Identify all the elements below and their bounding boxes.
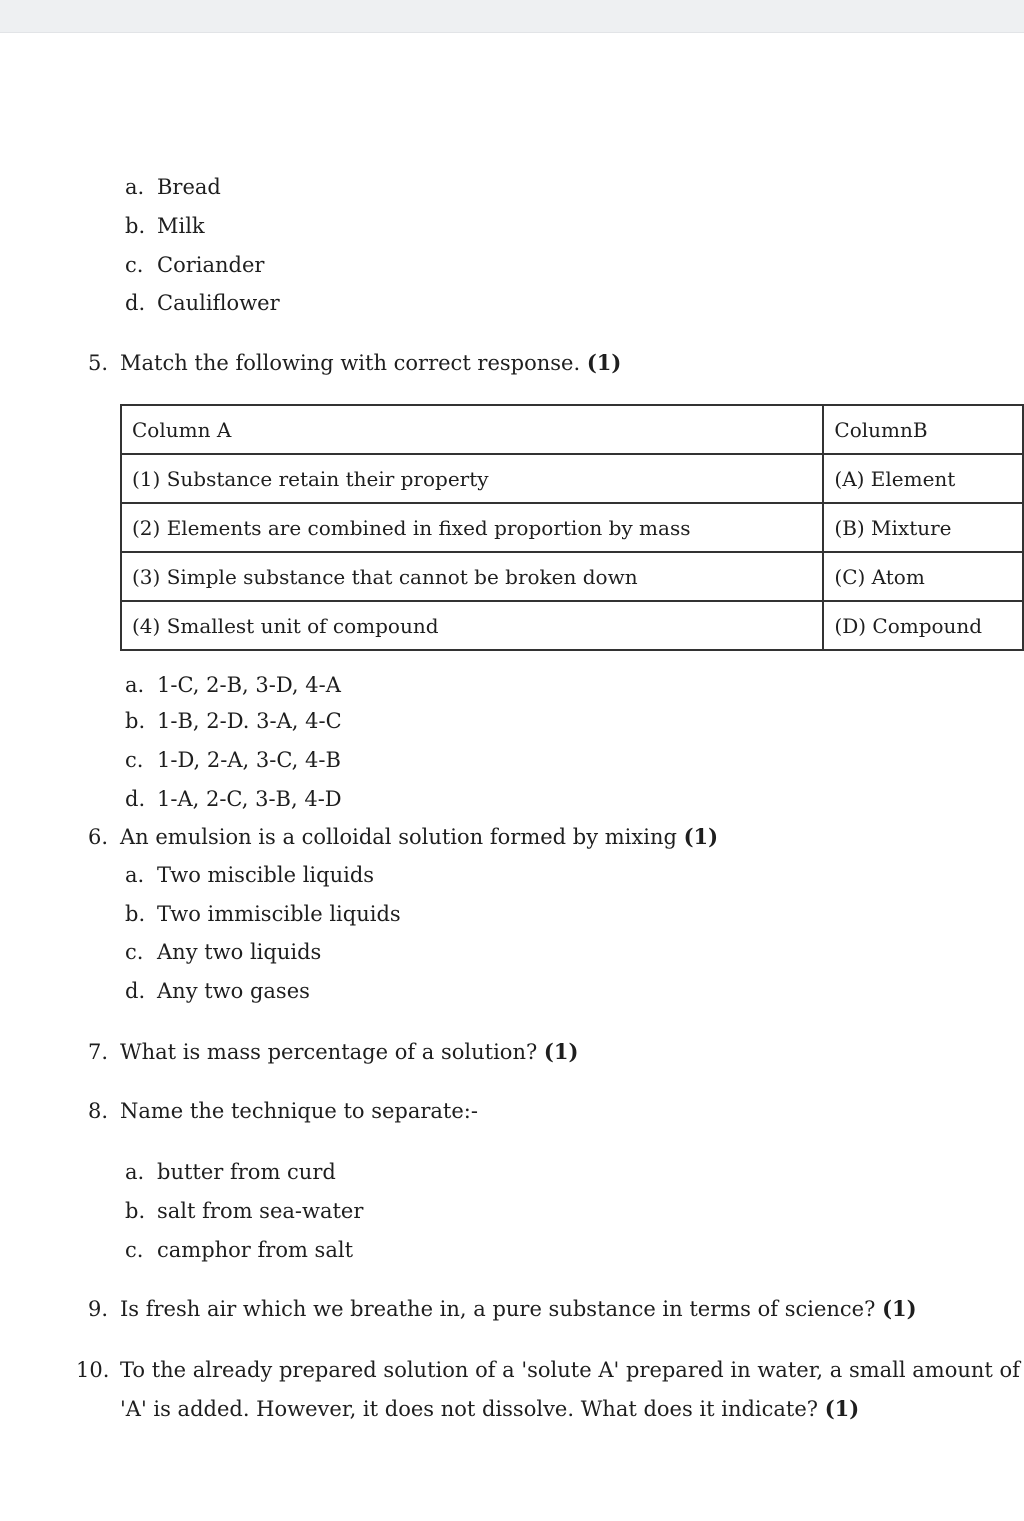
question-marks: (1) <box>586 350 622 375</box>
option-text: Any two liquids <box>157 940 322 964</box>
table-cell: (2) Elements are combined in fixed proportion by mass <box>121 503 823 552</box>
table-row <box>121 552 1023 601</box>
question-text: What is mass percentage of a solution? <box>120 1040 538 1064</box>
question-text-line-1: To the already prepared solution of a 'solute A' prepared in water, a small amount of <box>120 1358 1020 1382</box>
match-table <box>120 404 1024 651</box>
option-text: butter from curd <box>157 1160 336 1184</box>
question-text: An emulsion is a colloidal solution formed by mixing <box>120 825 677 849</box>
q4-option-b <box>125 213 205 239</box>
option-label: a. <box>125 863 145 887</box>
question-text: Name the technique to separate:- <box>120 1099 478 1123</box>
q5-option-a <box>125 672 341 698</box>
option-text: Two immiscible liquids <box>157 902 401 926</box>
option-text: Two miscible liquids <box>157 863 375 887</box>
q5-option-d <box>125 786 342 812</box>
option-label: c. <box>125 940 144 964</box>
option-text: Coriander <box>157 253 265 277</box>
option-label: c. <box>125 253 144 277</box>
table-cell: (C) Atom <box>823 552 1023 601</box>
q4-option-d <box>125 290 280 316</box>
table-cell: (A) Element <box>823 454 1023 503</box>
option-text: 1-D, 2-A, 3-C, 4-B <box>157 748 341 772</box>
column-b-header: ColumnB <box>823 405 1023 454</box>
option-text: Milk <box>157 214 205 238</box>
question-10-continuation <box>120 1396 859 1422</box>
table-header-row <box>121 405 1023 454</box>
option-text: salt from sea-water <box>157 1199 364 1223</box>
table-row <box>121 454 1023 503</box>
q4-option-a <box>125 174 221 200</box>
question-10 <box>76 1357 1020 1383</box>
question-6 <box>88 824 718 850</box>
question-8 <box>88 1098 478 1124</box>
question-number: 8. <box>88 1099 109 1123</box>
question-number: 6. <box>88 825 109 849</box>
option-text: Any two gases <box>157 979 310 1003</box>
option-label: b. <box>125 214 146 238</box>
q8-option-a <box>125 1159 336 1185</box>
question-text: Is fresh air which we breathe in, a pure substance in terms of science? <box>120 1297 876 1321</box>
q6-option-a <box>125 862 374 888</box>
question-marks: (1) <box>543 1039 579 1064</box>
q6-option-c <box>125 939 321 965</box>
q6-option-b <box>125 901 401 927</box>
option-label: d. <box>125 787 146 811</box>
column-a-header: Column A <box>121 405 823 454</box>
q8-option-b <box>125 1198 363 1224</box>
option-text: 1-C, 2-B, 3-D, 4-A <box>157 673 341 697</box>
table-cell: (4) Smallest unit of compound <box>121 601 823 650</box>
option-text: camphor from salt <box>157 1238 354 1262</box>
question-7 <box>88 1039 578 1065</box>
option-label: c. <box>125 1238 144 1262</box>
q5-option-c <box>125 747 341 773</box>
option-label: b. <box>125 1199 146 1223</box>
question-marks: (1) <box>882 1296 917 1321</box>
option-label: b. <box>125 709 146 733</box>
option-label: a. <box>125 175 145 199</box>
option-label: b. <box>125 902 146 926</box>
option-text: Cauliflower <box>157 291 280 315</box>
table-cell: (B) Mixture <box>823 503 1023 552</box>
question-number: 10. <box>76 1358 110 1382</box>
q6-option-d <box>125 978 310 1004</box>
question-9 <box>88 1296 917 1322</box>
option-label: a. <box>125 1160 145 1184</box>
option-label: a. <box>125 673 145 697</box>
question-number: 7. <box>88 1040 109 1064</box>
question-5 <box>88 350 621 376</box>
table-cell: (3) Simple substance that cannot be broken down <box>121 552 823 601</box>
question-text: Match the following with correct response. <box>120 351 581 375</box>
q4-option-c <box>125 252 264 278</box>
q5-option-b <box>125 708 342 734</box>
question-number: 9. <box>88 1297 109 1321</box>
option-text: 1-A, 2-C, 3-B, 4-D <box>157 787 342 811</box>
question-text-line-2: 'A' is added. However, it does not dissolve. What does it indicate? <box>120 1397 819 1421</box>
table-row <box>121 601 1023 650</box>
question-marks: (1) <box>824 1396 860 1421</box>
question-marks: (1) <box>683 824 719 849</box>
table-cell: (1) Substance retain their property <box>121 454 823 503</box>
option-label: d. <box>125 979 146 1003</box>
top-bar <box>0 0 1024 33</box>
q8-option-c <box>125 1237 353 1263</box>
option-text: 1-B, 2-D. 3-A, 4-C <box>157 709 342 733</box>
question-number: 5. <box>88 351 109 375</box>
option-label: c. <box>125 748 144 772</box>
table-cell: (D) Compound <box>823 601 1023 650</box>
option-text: Bread <box>157 175 221 199</box>
table-row <box>121 503 1023 552</box>
option-label: d. <box>125 291 146 315</box>
